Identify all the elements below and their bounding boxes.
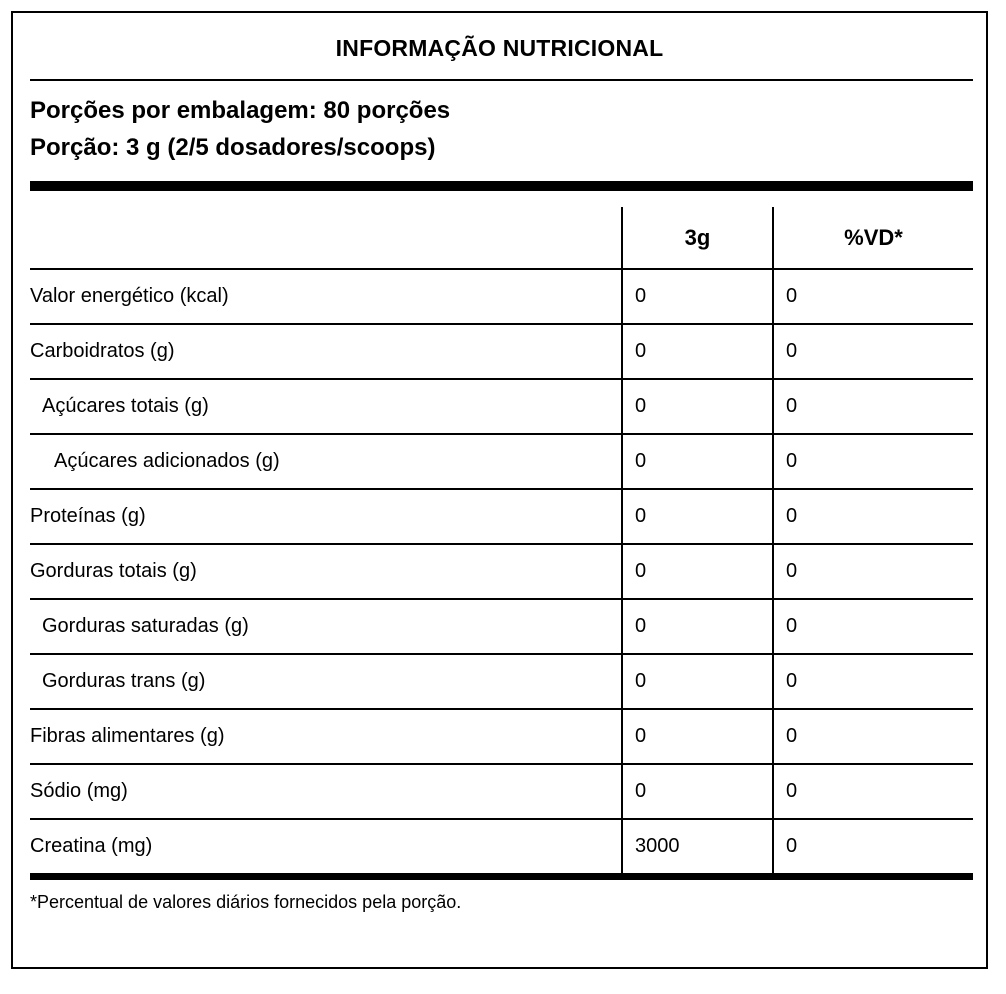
nutrient-name: Proteínas (g): [30, 489, 622, 544]
nutrient-amount: 0: [622, 379, 773, 434]
table-row: [30, 599, 973, 654]
table-row: [30, 489, 973, 544]
header-amount: 3g: [622, 207, 773, 269]
nutrient-dv: 0: [773, 489, 973, 544]
nutrient-amount: 0: [622, 324, 773, 379]
header-daily-value: %VD*: [773, 207, 973, 269]
header-nutrient: [30, 207, 622, 269]
nutrient-dv: 0: [773, 544, 973, 599]
nutrition-table: [30, 207, 973, 880]
nutrient-name: Gorduras totais (g): [30, 544, 622, 599]
nutrient-dv: 0: [773, 599, 973, 654]
label-title: INFORMAÇÃO NUTRICIONAL: [335, 35, 664, 61]
table-row: [30, 544, 973, 599]
serving-divider: [30, 181, 973, 191]
nutrient-name: Açúcares totais (g): [30, 379, 622, 434]
table-row: [30, 819, 973, 877]
nutrient-amount: 0: [622, 489, 773, 544]
table-row: [30, 764, 973, 819]
nutrient-name: Sódio (mg): [30, 764, 622, 819]
title-divider: [30, 79, 973, 81]
table-row: [30, 324, 973, 379]
nutrient-dv: 0: [773, 764, 973, 819]
table-row: [30, 654, 973, 709]
table-row: [30, 269, 973, 324]
table-header-row: [30, 207, 973, 269]
nutrient-amount: 0: [622, 434, 773, 489]
servings-per-package: Porções por embalagem: 80 porções: [30, 97, 451, 124]
nutrient-amount: 0: [622, 599, 773, 654]
nutrient-name: Açúcares adicionados (g): [30, 434, 622, 489]
nutrient-name: Fibras alimentares (g): [30, 709, 622, 764]
nutrient-dv: 0: [773, 819, 973, 877]
nutrient-dv: 0: [773, 379, 973, 434]
table-row: [30, 379, 973, 434]
nutrient-name: Gorduras trans (g): [30, 654, 622, 709]
nutrient-dv: 0: [773, 324, 973, 379]
nutrient-name: Valor energético (kcal): [30, 269, 622, 324]
nutrient-amount: 0: [622, 764, 773, 819]
table-row: [30, 709, 973, 764]
nutrient-dv: 0: [773, 654, 973, 709]
nutrient-name: Gorduras saturadas (g): [30, 599, 622, 654]
footnote: *Percentual de valores diários fornecidos pela porção.: [30, 892, 462, 912]
nutrient-dv: 0: [773, 709, 973, 764]
nutrient-amount: 0: [622, 269, 773, 324]
serving-size: Porção: 3 g (2/5 dosadores/scoops): [30, 134, 436, 161]
nutrient-name: Carboidratos (g): [30, 324, 622, 379]
nutrient-amount: 0: [622, 544, 773, 599]
nutrient-amount: 3000: [622, 819, 773, 877]
table-row: [30, 434, 973, 489]
nutrient-dv: 0: [773, 434, 973, 489]
nutrient-name: Creatina (mg): [30, 819, 622, 877]
nutrient-amount: 0: [622, 709, 773, 764]
nutrient-dv: 0: [773, 269, 973, 324]
nutrition-label: [11, 11, 988, 969]
nutrient-amount: 0: [622, 654, 773, 709]
